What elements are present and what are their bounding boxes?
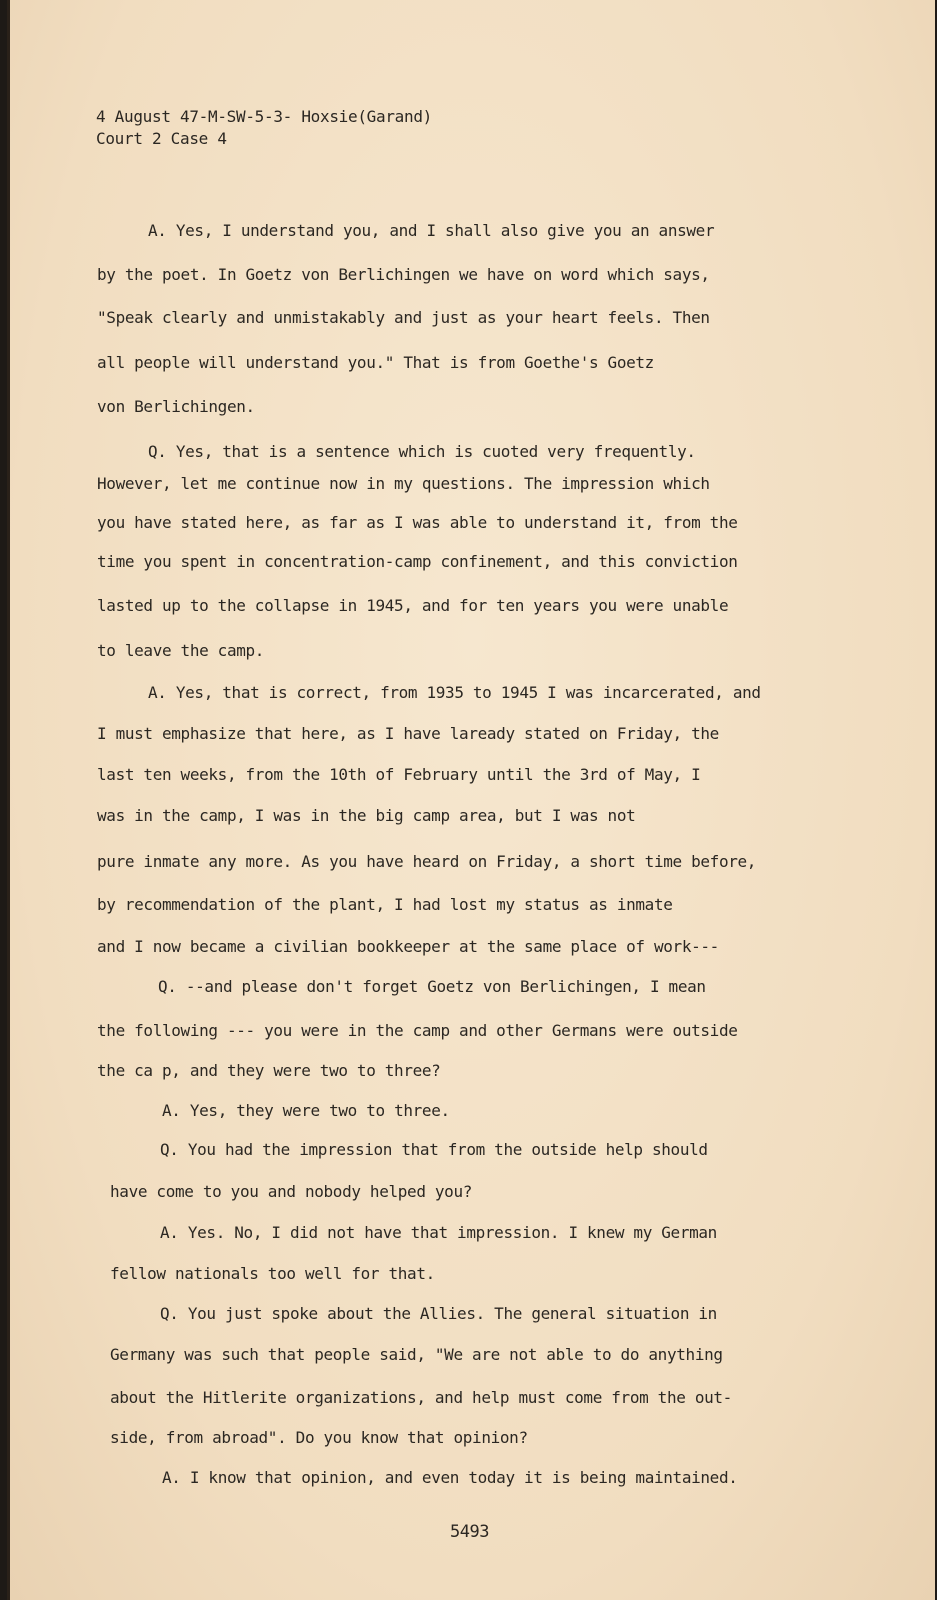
transcript-line: have come to you and nobody helped you? xyxy=(110,1182,473,1201)
transcript-line: Q. Yes, that is a sentence which is cuoted very frequently. xyxy=(148,442,696,461)
transcript-line: A. Yes, I understand you, and I shall also give you an answer xyxy=(148,221,715,240)
transcript-line: A. Yes, that is correct, from 1935 to 1945 I was incarcerated, and xyxy=(148,683,761,702)
header-court-case: Court 2 Case 4 xyxy=(96,129,227,148)
transcript-line: fellow nationals too well for that. xyxy=(110,1264,435,1283)
transcript-line: and I now became a civilian bookkeeper at the same place of work--- xyxy=(97,937,719,956)
transcript-line: to leave the camp. xyxy=(97,641,265,660)
header-date-reference: 4 August 47-M-SW-5-3- Hoxsie(Garand) xyxy=(96,107,432,126)
transcript-line: lasted up to the collapse in 1945, and for ten years you were unable xyxy=(97,596,729,615)
transcript-line: pure inmate any more. As you have heard on Friday, a short time before, xyxy=(97,852,757,871)
transcript-line: Germany was such that people said, "We are not able to do anything xyxy=(110,1345,723,1364)
transcript-line: However, let me continue now in my questions. The impression which xyxy=(97,474,710,493)
page-number: 5493 xyxy=(450,1522,489,1542)
transcript-line: "Speak clearly and unmistakably and just as your heart feels. Then xyxy=(97,308,710,327)
document-header xyxy=(96,106,432,150)
transcript-line: time you spent in concentration-camp confinement, and this conviction xyxy=(97,552,738,571)
transcript-line: the following --- you were in the camp and other Germans were outside xyxy=(97,1021,738,1040)
transcript-line: by recommendation of the plant, I had lost my status as inmate xyxy=(97,895,673,914)
transcript-line: A. I know that opinion, and even today it is being maintained. xyxy=(162,1468,738,1487)
transcript-line: was in the camp, I was in the big camp area, but I was not xyxy=(97,806,636,825)
transcript-line: Q. You had the impression that from the outside help should xyxy=(160,1140,708,1159)
page-left-edge xyxy=(7,0,10,1600)
transcript-line: I must emphasize that here, as I have laready stated on Friday, the xyxy=(97,724,719,743)
transcript-line: about the Hitlerite organizations, and help must come from the out- xyxy=(110,1388,732,1407)
transcript-line: by the poet. In Goetz von Berlichingen we have on word which says, xyxy=(97,265,710,284)
transcript-line: A. Yes. No, I did not have that impression. I knew my German xyxy=(160,1223,717,1242)
transcript-line: Q. --and please don't forget Goetz von Berlichingen, I mean xyxy=(158,977,706,996)
transcript-line: the ca p, and they were two to three? xyxy=(97,1061,441,1080)
transcript-line: Q. You just spoke about the Allies. The general situation in xyxy=(160,1304,717,1323)
transcript-line: all people will understand you." That is from Goethe's Goetz xyxy=(97,353,654,372)
transcript-line: A. Yes, they were two to three. xyxy=(162,1101,450,1120)
transcript-line: you have stated here, as far as I was able to understand it, from the xyxy=(97,513,738,532)
transcript-line: last ten weeks, from the 10th of February until the 3rd of May, I xyxy=(97,765,701,784)
transcript-line: von Berlichingen. xyxy=(97,397,255,416)
document-page xyxy=(10,0,935,1600)
transcript-line: side, from abroad". Do you know that opinion? xyxy=(110,1428,528,1447)
